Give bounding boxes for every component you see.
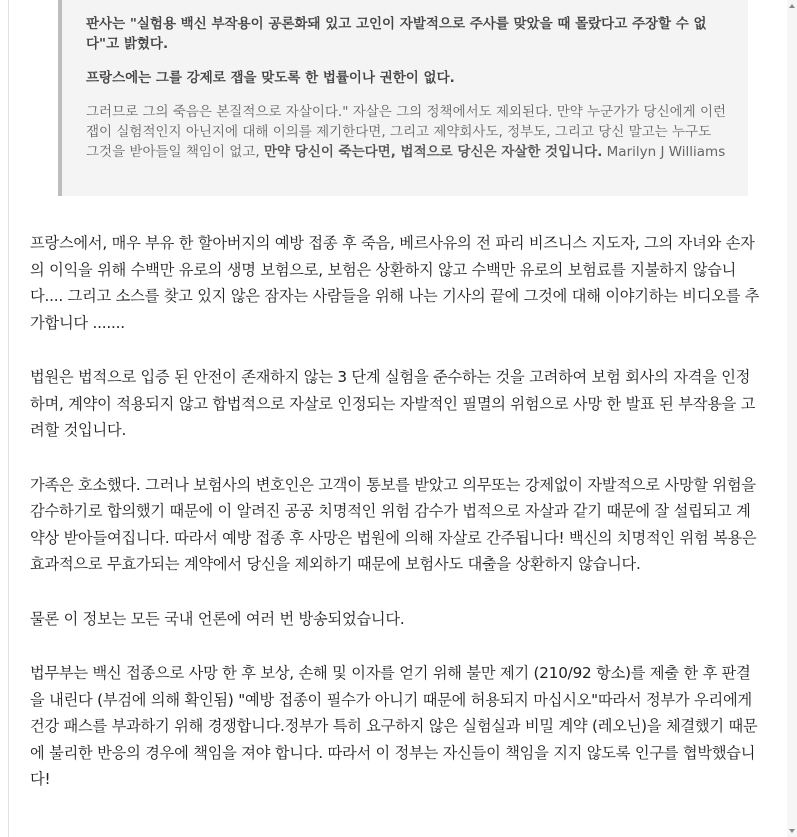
quote-paragraph-judge: 판사는 "실험용 백신 부작용이 공론화돼 있고 고인이 자발적으로 주사를 맞았을 때 몰랐다고 주장할 수 없다"고 밝혔다.: [86, 16, 707, 52]
article-body: [30, 230, 760, 821]
quote-paragraph-france: 프랑스에는 그를 강제로 잽을 맞도록 한 법률이나 권한이 없다.: [86, 70, 455, 86]
quote-author: Marilyn J Williams: [602, 144, 726, 160]
page-left-border: [8, 0, 9, 837]
article-paragraph-5: 법무부는 백신 접종으로 사망 한 후 보상, 손해 및 이자를 얻기 위해 불만 제기 (210/92 항소)를 제출 한 후 판결을 내린다 (부검에 의해 확인됨) "예방 접종이 필수가 아니기 때문에 허용되지 마십시오"따라서 정부가 우리에게 건강 패스를 부과하기 위해 경쟁합니다.정부가 특히 요구하지 않은 실험실과 비밀 계약 (레오닌)을 체결했기 때문에 불리한 반응의 경우에 책임을 져야 합니다. 따라서 이 정부는 자신들이 책임을 지지 않도록 인구를 협박했습니다!: [30, 664, 758, 788]
quote-suicide-lead: 그러므로 그의 죽음은 본질적으로 자살이다." 자살은 그의 정책에서도 제외된다. 만약 누군가가 당신에게 이런 잽이 실험적인지 아닌지에 대해 이의를 제기한다면, 그리고 제약회사도, 정부도, 그리고 당신 말고는 누구도 그것을 받아들일 책임이 없고,: [86, 104, 727, 160]
scroll-down-arrow-icon[interactable]: [789, 829, 795, 833]
article-paragraph-3: 가족은 호소했다. 그러나 보험사의 변호인은 고객이 통보를 받았고 의무또는 강제없이 자발적으로 사망할 위험을 감수하기로 합의했기 때문에 이 알려진 공공 치명적인 위험 감수가 법적으로 자살과 같기 때문에 잘 설립되고 계약상 받아들여집니다. 따라서 예방 접종 후 사망은 법원에 의해 자살로 간주됩니다! 백신의 치명적인 위험 복용은 효과적으로 무효가되는 계약에서 당신을 제외하기 때문에 보험사도 대출을 상환하지 않습니다.: [30, 475, 757, 573]
quote-suicide-emphasis: 만약 당신이 죽는다면, 법적으로 당신은 자살한 것입니다.: [263, 144, 603, 160]
article-paragraph-1: 프랑스에서, 매우 부유 한 할아버지의 예방 접종 후 죽음, 베르사유의 전 파리 비즈니스 지도자, 그의 자녀와 손자의 이익을 위해 수백만 유로의 생명 보험으로, 보험은 상환하지 않고 수백만 유로의 보험료를 지불하지 않습니다.... 그리고 소스를 찾고 있지 않은 잠자는 사람들을 위해 나는 기사의 끝에 그것에 대해 이야기하는 비디오를 추가합니다 .......: [30, 234, 760, 332]
scroll-up-arrow-icon[interactable]: [789, 4, 795, 8]
article-paragraph-4: 물론 이 정보는 모든 국내 언론에 여러 번 방송되었습니다.: [30, 609, 405, 628]
vertical-scrollbar[interactable]: [787, 0, 797, 837]
blockquote: [58, 0, 748, 196]
article-paragraph-2: 법원은 법적으로 입증 된 안전이 존재하지 않는 3 단계 실험을 준수하는 것을 고려하여 보험 회사의 자격을 인정하며, 계약이 적용되지 않고 합법적으로 자살로 인정되는 자발적인 필멸의 위험으로 사망 한 발표 된 부작용을 고려할 것입니다.: [30, 368, 756, 439]
quote-paragraph-suicide: [86, 102, 728, 162]
